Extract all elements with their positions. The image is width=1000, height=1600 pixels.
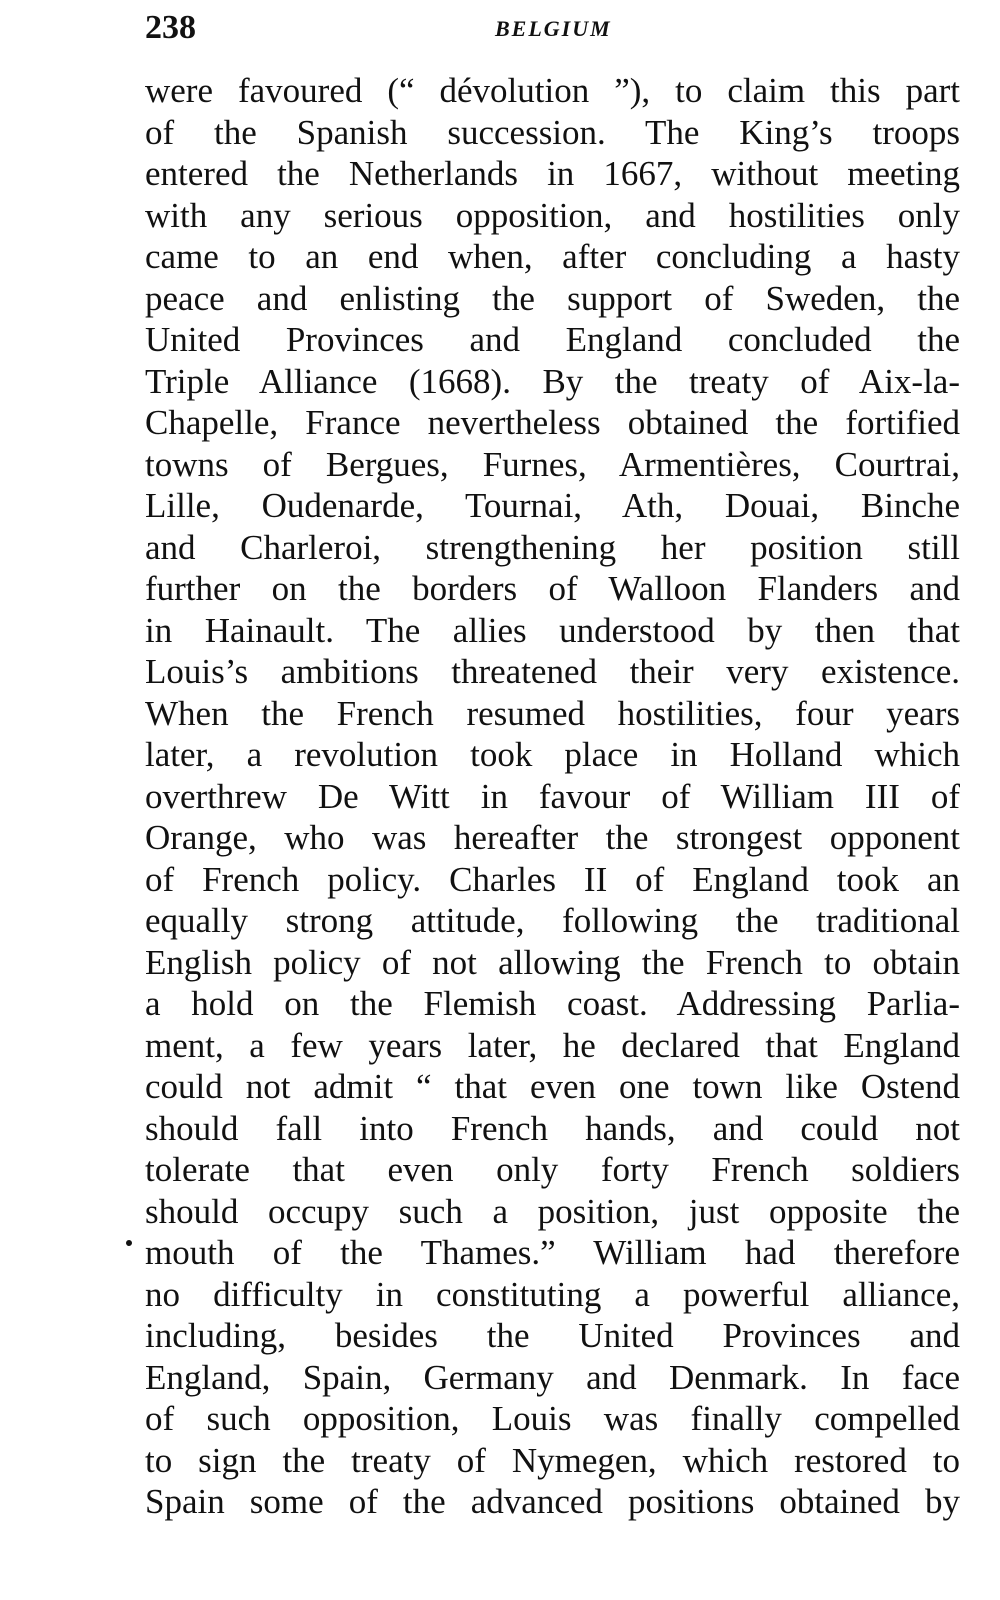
text-line: and Charleroi, strengthening her position still	[145, 527, 960, 567]
text-line: Louis’s ambitions threatened their very existence.	[145, 652, 960, 691]
text-line: should fall into French hands, and could not	[145, 1108, 960, 1148]
text-line: in Hainault. The allies understood by then that	[145, 610, 960, 650]
text-line: When the French resumed hostilities, four years	[145, 693, 960, 733]
text-line: further on the borders of Walloon Flanders and	[145, 569, 960, 608]
text-line: Chapelle, France nevertheless obtained the fortified	[145, 403, 960, 442]
page-header	[145, 8, 960, 48]
text-line: equally strong attitude, following the traditional	[145, 901, 960, 940]
text-line: with any serious opposition, and hostilities only	[145, 195, 960, 235]
text-line: to sign the treaty of Nymegen, which restored to	[145, 1440, 960, 1480]
text-line: should occupy such a position, just opposite the	[145, 1191, 960, 1231]
text-line: English policy of not allowing the French to obtain	[145, 942, 960, 982]
text-line: Lille, Oudenarde, Tournai, Ath, Douai, Binche	[145, 486, 960, 525]
running-head: BELGIUM	[495, 16, 612, 41]
text-line: a hold on the Flemish coast. Addressing Parlia-	[145, 984, 960, 1023]
text-line: entered the Netherlands in 1667, without meeting	[145, 154, 960, 193]
text-line: were favoured (“ dévolution ”), to claim this part	[145, 71, 960, 110]
text-line: Orange, who was hereafter the strongest opponent	[145, 818, 960, 857]
text-line: later, a revolution took place in Holland which	[145, 735, 960, 774]
text-line: of the Spanish succession. The King’s troops	[145, 112, 960, 152]
body-text	[145, 70, 960, 1523]
text-line: United Provinces and England concluded the	[145, 320, 960, 359]
text-line: of French policy. Charles II of England took an	[145, 859, 960, 899]
text-line: could not admit “ that even one town like Ostend	[145, 1067, 960, 1106]
text-line: towns of Bergues, Furnes, Armentières, Courtrai,	[145, 444, 960, 484]
text-line: Triple Alliance (1668). By the treaty of Aix-la-	[145, 361, 960, 401]
text-line: tolerate that even only forty French soldiers	[145, 1150, 960, 1189]
text-line: peace and enlisting the support of Sweden, the	[145, 278, 960, 318]
margin-mark	[126, 1240, 132, 1246]
text-line: England, Spain, Germany and Denmark. In face	[145, 1357, 960, 1397]
text-line: mouth of the Thames.” William had therefore	[145, 1233, 960, 1272]
text-line: ment, a few years later, he declared that England	[145, 1025, 960, 1065]
text-line: came to an end when, after concluding a hasty	[145, 237, 960, 276]
text-line: Spain some of the advanced positions obtained by	[145, 1482, 960, 1521]
text-line: of such opposition, Louis was finally compelled	[145, 1399, 960, 1438]
page-number: 238	[145, 9, 196, 46]
text-line: overthrew De Witt in favour of William III of	[145, 776, 960, 816]
text-line: including, besides the United Provinces and	[145, 1316, 960, 1355]
text-line: no difficulty in constituting a powerful alliance,	[145, 1274, 960, 1314]
